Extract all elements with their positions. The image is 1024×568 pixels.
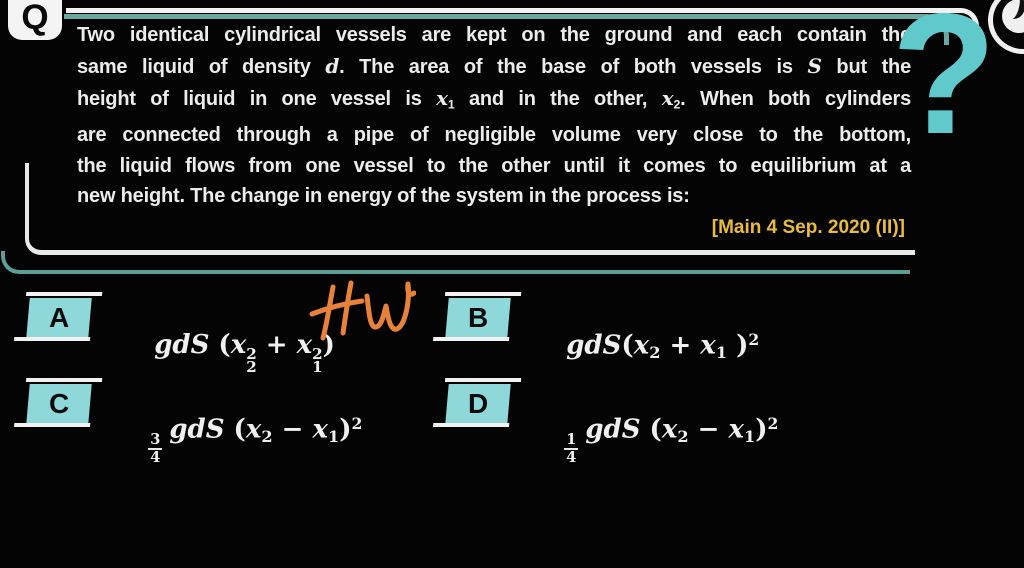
option-b-formula (530, 300, 759, 392)
formula-var: x (633, 330, 650, 361)
formula-var: x (245, 414, 262, 445)
question-text-run: but the (821, 55, 912, 78)
formula-coef: gdS (566, 330, 622, 361)
question-var: d (325, 53, 340, 78)
fraction-numerator: 1 (566, 431, 577, 449)
option-d[interactable] (447, 384, 509, 424)
question-var: S (807, 53, 822, 78)
option-b-label: B (467, 302, 489, 333)
option-c-formula (112, 384, 362, 496)
formula-operator: − (688, 414, 729, 445)
option-c-label: C (48, 388, 70, 419)
option-c-badge[interactable] (26, 384, 91, 424)
formula-close: ) (755, 414, 768, 445)
question-text-run: . When both cylinders (680, 87, 912, 110)
formula-open: ( (621, 330, 634, 361)
formula-open: ( (224, 414, 246, 445)
fraction-denominator: 4 (566, 449, 577, 467)
question-text-run: height of liquid in one vessel is (77, 87, 437, 110)
formula-sub: 2 (261, 427, 273, 447)
formula-sub: 1 (327, 427, 340, 447)
formula-var: x (296, 330, 313, 360)
question-var: x (661, 85, 674, 110)
formula-sup: 2 (246, 345, 257, 364)
formula-open: ( (209, 330, 231, 360)
formula-fraction (148, 432, 162, 466)
separator-rule-teal (1, 251, 910, 274)
option-b-badge[interactable] (445, 298, 510, 338)
question-label-badge (8, 0, 62, 40)
formula-sub: 2 (677, 427, 689, 447)
formula-sub: 2 (649, 343, 661, 363)
question-var-sub: 2 (673, 97, 681, 112)
formula-sub: 1 (715, 343, 728, 363)
question-var: x (436, 85, 448, 110)
question-text-run: Two identical cylindrical vessels are kept on the ground and each contain the (77, 24, 911, 46)
question-var-sub: 1 (447, 97, 455, 112)
question-text-run: and in the other, (454, 87, 662, 110)
formula-exponent: 2 (748, 330, 760, 349)
exam-source-ref: [Main 4 Sep. 2020 (II)] (711, 217, 905, 238)
question-line (77, 51, 911, 83)
formula-coef: gdS (169, 414, 225, 445)
formula-operator: + (660, 330, 701, 361)
formula-operator: + (256, 330, 297, 360)
question-text-run: new height. The change in energy of the system in the process is: (77, 185, 690, 208)
question-text-run: . The area of the base of both vessels is (339, 55, 808, 78)
question-line (77, 120, 911, 151)
option-d-formula (528, 384, 778, 496)
formula-var: x (728, 414, 744, 445)
formula-var: x (700, 330, 716, 361)
question-label: Q (21, 0, 49, 37)
hw-annotation (308, 276, 416, 355)
formula-sub: 1 (743, 427, 756, 447)
option-a-badge[interactable] (26, 298, 91, 338)
formula-coef: gdS (154, 330, 210, 360)
formula-var: x (661, 414, 678, 445)
formula-coef: gdS (585, 414, 641, 445)
formula-var: x (312, 414, 328, 445)
formula-close: ) (339, 414, 352, 445)
option-d-badge[interactable] (445, 384, 510, 424)
question-line (77, 83, 911, 120)
option-a-label: A (48, 302, 70, 333)
option-c[interactable] (28, 384, 90, 424)
formula-fraction (564, 432, 578, 466)
question-mark-icon: ? (891, 0, 997, 170)
formula-close: ) (727, 330, 749, 361)
formula-exponent: 2 (767, 414, 779, 433)
question-text-run: same liquid of density (77, 55, 326, 78)
formula-operator: − (272, 414, 313, 445)
formula-sup: 2 (312, 345, 323, 364)
question-line (77, 20, 911, 51)
option-a[interactable] (28, 298, 90, 338)
formula-sub: 1 (312, 358, 323, 377)
formula-exponent: 2 (351, 414, 363, 433)
formula-open: ( (640, 414, 662, 445)
option-b[interactable] (447, 298, 509, 338)
fraction-numerator: 3 (150, 431, 161, 449)
hw-annotation-strokes (308, 276, 416, 350)
formula-close: ) (322, 330, 335, 360)
formula-sub: 2 (246, 358, 257, 377)
question-text-run: are connected through a pipe of negligible volume very close to the bottom, (77, 123, 911, 146)
question-text-run: the liquid flows from one vessel to the other until it comes to equilibrium at a (77, 154, 911, 177)
question-frame (25, 163, 915, 255)
option-d-label: D (467, 388, 489, 419)
formula-var: x (230, 330, 247, 360)
fraction-denominator: 4 (150, 449, 161, 467)
